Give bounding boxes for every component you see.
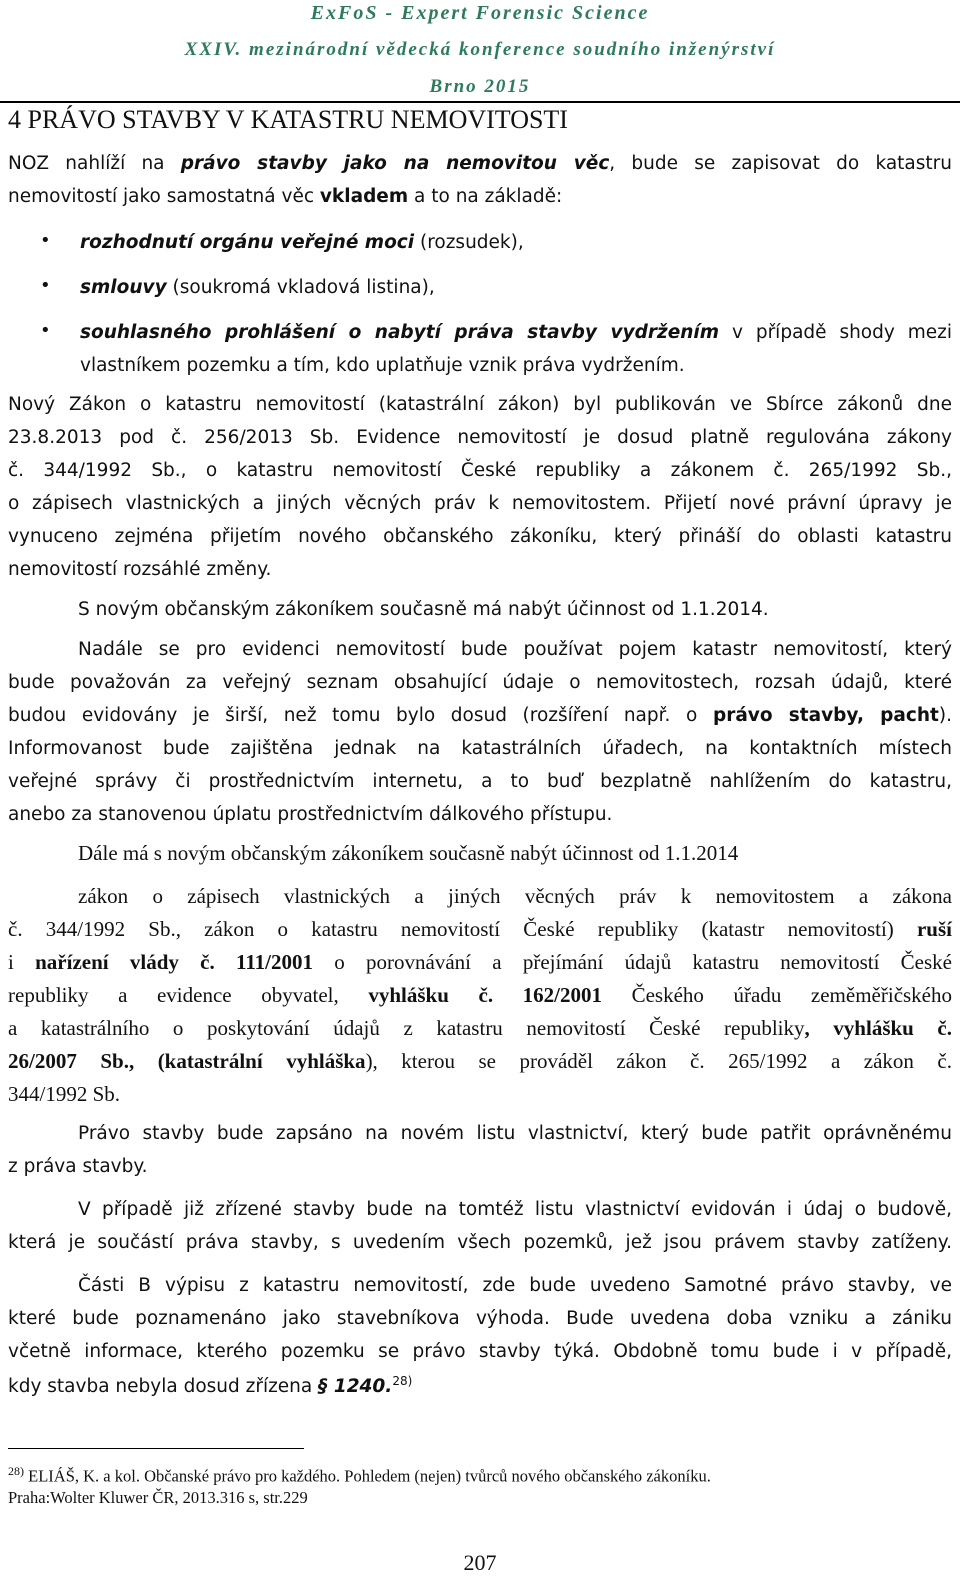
paragraph-line: Nadále se pro evidenci nemovitostí bude používat pojem katastr nemovitostí, který [78, 639, 952, 660]
paragraph-line: republiky a evidence obyvatel, vyhlášku č. 162/2001 Českého úřadu zeměměřičského [8, 983, 953, 1007]
footnote-marker: 28) [8, 1464, 24, 1478]
paragraph-line: S novým občanským zákoníkem současně má nabýt účinnost od 1.1.2014. [78, 599, 769, 620]
bullet-marker: • [40, 320, 51, 341]
paragraph-line: včetně informace, kterého pozemku se právo stavby týká. Obdobně tomu bude i v případě, [8, 1341, 952, 1362]
header-conference-name: ExFoS - Expert Forensic Science [310, 2, 650, 24]
paragraph-line: zákon o zápisech vlastnických a jiných věcných práv k nemovitostem a zákona [78, 884, 952, 908]
paragraph-line: 23.8.2013 pod č. 256/2013 Sb. Evidence nemovitostí je dosud platně regulována zákony [8, 427, 952, 448]
paragraph-line: 26/2007 Sb., (katastrální vyhláška), kterou se prováděl zákon č. 265/1992 a zákon č. [8, 1049, 952, 1073]
paragraph-line: nemovitostí rozsáhlé změny. [8, 559, 272, 580]
paragraph-line: z práva stavby. [8, 1156, 148, 1177]
paragraph-line: o zápisech vlastnických a jiných věcných práv k nemovitostem. Přijetí nové právní úpravy je [8, 493, 952, 514]
bullet-item-1: rozhodnutí orgánu veřejné moci (rozsudek), [80, 232, 524, 253]
paragraph-line: které bude poznamenáno jako stavebníkova výhoda. Bude uvedena doba vzniku a zániku [8, 1308, 952, 1329]
bullet-item-3-line-2: vlastníkem pozemku a tím, kdo uplatňuje vznik práva vydržením. [80, 355, 685, 376]
paragraph-line: bude považován za veřejný seznam obsahující údaje o nemovitostech, rozsah údajů, které [8, 672, 952, 693]
paragraph-line: č. 344/1992 Sb., o katastru nemovitostí České republiky a zákonem č. 265/1992 Sb., [8, 460, 952, 481]
intro-line-1: NOZ nahlíží na právo stavby jako na nemovitou věc, bude se zapisovat do katastru [8, 153, 952, 174]
bullet-item-2: smlouvy (soukromá vkladová listina), [80, 277, 435, 298]
paragraph-line: i nařízení vlády č. 111/2001 o porovnávání a přejímání údajů katastru nemovitostí České [8, 950, 952, 974]
bullet-marker: • [40, 275, 51, 296]
header-rule [0, 101, 960, 103]
paragraph-line: budou evidovány je širší, než tomu bylo dosud (rozšíření např. o právo stavby, pacht). [8, 705, 952, 726]
footnote-line-2: Praha:Wolter Kluwer ČR, 2013.316 s, str.229 [8, 1488, 308, 1507]
paragraph-line: Dále má s novým občanským zákoníkem současně nabýt účinnost od 1.1.2014 [78, 841, 739, 865]
paragraph-line: Informovanost bude zajištěna jednak na katastrálních úřadech, na kontaktních místech [8, 738, 952, 759]
paragraph-line: anebo za stanovenou úplatu prostřednictvím dálkového přístupu. [8, 804, 613, 825]
paragraph-line: Právo stavby bude zapsáno na novém listu vlastnictví, který bude patřit oprávněnému [78, 1123, 952, 1144]
paragraph-line: V případě již zřízené stavby bude na tomtéž listu vlastnictví evidován i údaj o budově, [78, 1199, 952, 1220]
paragraph-line: která je součástí práva stavby, s uvedením všech pozemků, jež jsou právem stavby zatíženy. [8, 1232, 952, 1253]
paragraph-line: 344/1992 Sb. [8, 1082, 121, 1106]
paragraph-line: Nový Zákon o katastru nemovitostí (katastrální zákon) byl publikován ve Sbírce zákonů dne [8, 394, 952, 415]
section-title: 4 PRÁVO STAVBY V KATASTRU NEMOVITOSTI [8, 105, 568, 134]
footnote-reference[interactable]: 28) [392, 1374, 413, 1388]
footnote-rule [8, 1448, 304, 1449]
header-conference-subtitle: XXIV. mezinárodní vědecká konference soudního inženýrství [184, 39, 776, 60]
paragraph-line: a katastrálního o poskytování údajů z katastru nemovitostí České republiky, vyhlášku č. [8, 1016, 952, 1040]
bullet-marker: • [40, 230, 51, 251]
bullet-item-3-line-1: souhlasného prohlášení o nabytí práva stavby vydržením v případě shody mezi [80, 322, 952, 343]
paragraph-line: Části B výpisu z katastru nemovitostí, zde bude uvedeno Samotné právo stavby, ve [78, 1275, 952, 1296]
paragraph-line: veřejné správy či prostřednictvím internetu, a to buď bezplatně nahlížením do katastru, [8, 771, 952, 792]
page-number: 207 [463, 1550, 497, 1575]
paragraph-line: kdy stavba nebyla dosud zřízena § 1240.$^{28)}$ [8, 1374, 413, 1398]
paragraph-line: č. 344/1992 Sb., zákon o katastru nemovitostí České republiky (katastr nemovitostí) ruší [8, 917, 952, 941]
paragraph-line: vynuceno zejména přijetím nového občanského zákoníku, který přináší do oblasti katastru [8, 526, 952, 547]
footnote-line-1: $^{28)}$ ELIÁŠ, K. a kol. Občanské právo pro každého. Pohledem (nejen) tvůrců nového občanského zákoníku. [8, 1464, 711, 1486]
intro-line-2: nemovitostí jako samostatná věc vkladem a to na základě: [8, 186, 563, 207]
header-location-year: Brno 2015 [429, 76, 531, 97]
